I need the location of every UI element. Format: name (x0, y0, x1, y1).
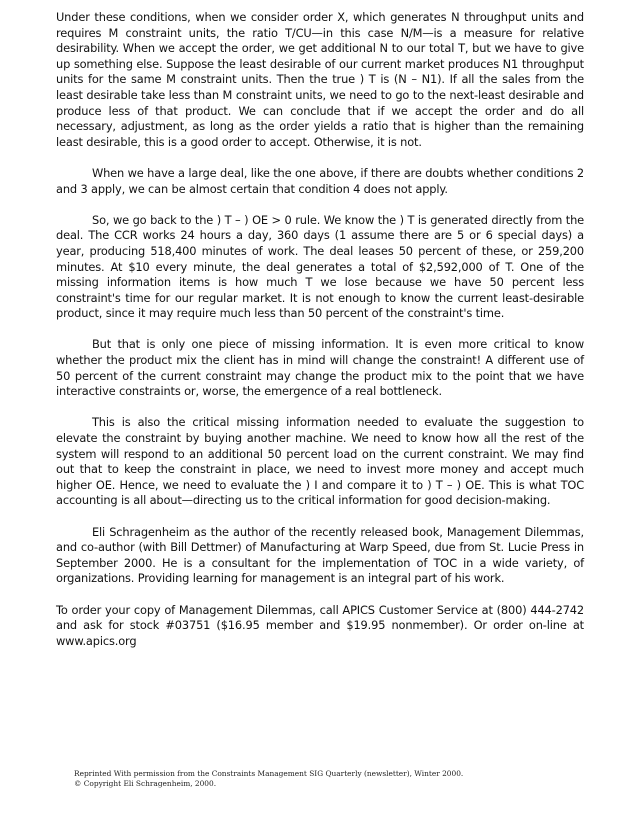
paragraph-large-deal: When we have a large deal, like the one above, if there are doubts whether conditions 2 and 3 apply, we can be almost certain that condition 4 does not apply. (56, 165, 584, 196)
paragraph-order-ratio: Under these conditions, when we consider order X, which generates N throughput units and requires M constraint units, the ratio T/CU—in this case N/M—is a measure for relative desirability. When we accept the order, we get additional N to our total T, but we have to give up something else. Suppose the least desirable of our current market produces N1 throughput units for the same M constraint units. Then the true ) T is (N – N1). If all the sales from the least desirable take less than M constraint units, we need to go to the next-least desirable and produce less of that product. We can conclude that if we accept the order and do all necessary, adjustment, as long as the order yields a ratio that is higher than the remaining least desirable, this is a good order to accept. Otherwise, it is not. (56, 10, 584, 149)
copyright-notice: © Copyright Eli Schragenheim, 2000. (74, 779, 217, 788)
article-body (56, 10, 584, 665)
page-footer (74, 769, 574, 789)
paragraph-elevate-constraint: This is also the critical missing information needed to evaluate the suggestion to elevate the constraint by buying another machine. We need to know how all the rest of the system will respond to an additional 50 percent load on the current constraint. We may find out that to keep the constraint in place, we need to invest more money and accept much higher OE. Hence, we need to evaluate the ) I and compare it to ) T – ) OE. This is what TOC accounting is all about—directing us to the critical information for good decision-making. (56, 415, 584, 508)
paragraph-order-info: To order your copy of Management Dilemmas, call APICS Customer Service at (800) 444-2742 and ask for stock #03751 ($16.95 member and $19.95 nonmember). Or order on-line at www.apics.org (56, 602, 584, 648)
paragraph-missing-information: But that is only one piece of missing information. It is even more critical to know whether the product mix the client has in mind will change the constraint! A different use of 50 percent of the current constraint may change the product mix to the point that we have interactive constraints or, worse, the emergence of a real bottleneck. (56, 337, 584, 399)
paragraph-rule: So, we go back to the ) T – ) OE > 0 rule. We know the ) T is generated directly from the deal. The CCR works 24 hours a day, 360 days (1 assume there are 5 or 6 special days) a year, producing 518,400 minutes of work. The deal leases 50 percent of these, or 259,200 minutes. At $10 every minute, the deal generates a total of $2,592,000 of T. One of the missing information items is how much T we lose because we have 50 percent less constraint's time for our regular market. It is not enough to know the current least-desirable product, since it may require much less than 50 percent of the constraint's time. (56, 212, 584, 321)
reprint-notice: Reprinted With permission from the Constraints Management SIG Quarterly (newsletter), Winter 2000. (74, 769, 464, 778)
paragraph-author-bio: Eli Schragenheim as the author of the recently released book, Management Dilemmas, and co-author (with Bill Dettmer) of Manufacturing at Warp Speed, due from St. Lucie Press in September 2000. He is a consultant for the implementation of TOC in a wide variety, of organizations. Providing learning for management is an integral part of his work. (56, 524, 584, 586)
